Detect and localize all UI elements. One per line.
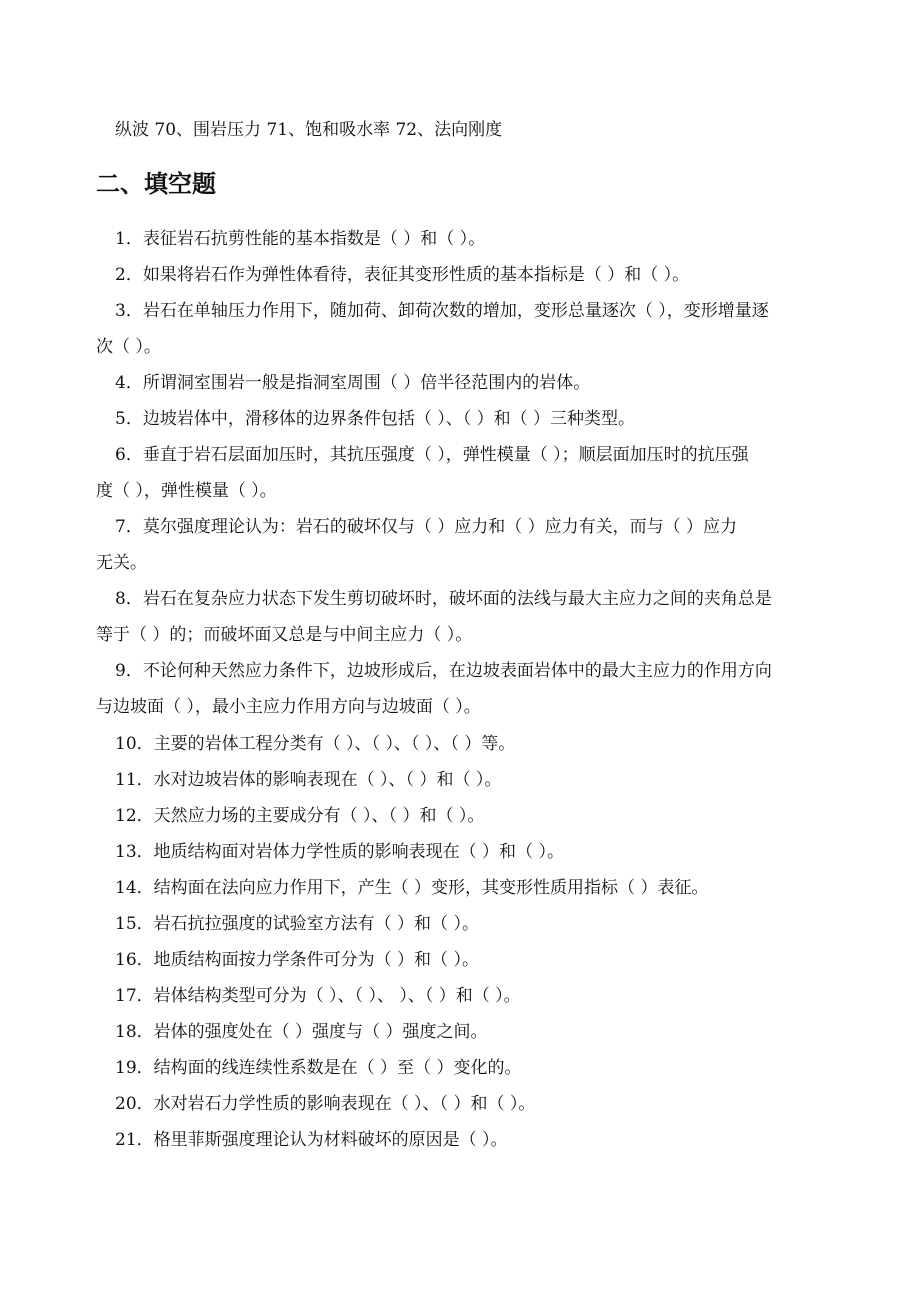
question-4 xyxy=(115,372,855,394)
question-text: 莫尔强度理论认为：岩石的破坏仅与（ ）应力和（ ）应力有关，而与（ ）应力 xyxy=(142,517,738,537)
question-text: 如果将岩石作为弹性体看待，表征其变形性质的基本指标是（ ）和（ ）。 xyxy=(142,265,690,285)
question-number: 5． xyxy=(115,409,143,429)
question-number: 17． xyxy=(115,986,154,1006)
question-15 xyxy=(115,913,855,935)
question-5 xyxy=(115,408,855,430)
question-number: 3． xyxy=(115,301,143,321)
question-number: 12． xyxy=(115,806,154,826)
question-1 xyxy=(115,228,855,250)
question-8-continuation: 等于（ ）的；而破坏面又总是与中间主应力（ ）。 xyxy=(96,625,473,645)
question-text: 岩石在复杂应力状态下发生剪切破坏时，破坏面的法线与最大主应力之间的夹角总是 xyxy=(142,589,772,609)
question-number: 14． xyxy=(115,878,154,898)
question-3 xyxy=(115,300,855,322)
question-text: 水对边坡岩体的影响表现在（ ）、（ ）和（ ）。 xyxy=(153,770,502,790)
question-number: 19． xyxy=(115,1058,154,1078)
question-number: 2． xyxy=(115,265,143,285)
question-20 xyxy=(115,1093,855,1115)
top-line: 纵波 70、围岩压力 71、饱和吸水率 72、法向刚度 xyxy=(115,120,503,140)
question-number: 6． xyxy=(115,445,143,465)
question-text: 结构面在法向应力作用下，产生（ ）变形，其变形性质用指标（ ）表征。 xyxy=(153,878,709,898)
question-18 xyxy=(115,1021,855,1043)
question-text: 边坡岩体中，滑移体的边界条件包括（ ）、（ ）和（ ）三种类型。 xyxy=(142,409,636,429)
question-text: 不论何种天然应力条件下，边坡形成后，在边坡表面岩体中的最大主应力的作用方向 xyxy=(142,661,772,681)
question-text: 天然应力场的主要成分有（ ）、（ ）和（ ）。 xyxy=(153,806,485,826)
question-9-continuation: 与边坡面（ ），最小主应力作用方向与边坡面（ ）。 xyxy=(96,697,481,717)
question-text: 岩石在单轴压力作用下，随加荷、卸荷次数的增加，变形总量逐次（ ），变形增量逐 xyxy=(142,301,769,321)
question-number: 18． xyxy=(115,1022,154,1042)
question-7-continuation: 无关。 xyxy=(96,553,147,573)
question-number: 15． xyxy=(115,914,154,934)
question-number: 7． xyxy=(115,517,143,537)
question-9 xyxy=(115,660,855,682)
question-number: 20． xyxy=(115,1094,154,1114)
question-16 xyxy=(115,949,855,971)
question-21 xyxy=(115,1129,855,1151)
question-text: 水对岩石力学性质的影响表现在（ ）、（ ）和（ ）。 xyxy=(153,1094,536,1114)
question-number: 9． xyxy=(115,661,143,681)
question-text: 表征岩石抗剪性能的基本指数是（ ）和（ ）。 xyxy=(142,229,486,249)
question-number: 4． xyxy=(115,373,143,393)
question-number: 8． xyxy=(115,589,143,609)
question-number: 13． xyxy=(115,842,154,862)
question-text: 岩体的强度处在（ ）强度与（ ）强度之间。 xyxy=(153,1022,488,1042)
question-text: 所谓洞室围岩一般是指洞室周围（ ）倍半径范围内的岩体。 xyxy=(142,373,591,393)
question-text: 岩体结构类型可分为（ ）、（ ）、 ）、（ ）和（ ）。 xyxy=(153,986,521,1006)
question-14 xyxy=(115,877,855,899)
section-title: 二、填空题 xyxy=(96,170,216,198)
question-8 xyxy=(115,588,855,610)
question-12 xyxy=(115,805,855,827)
question-text: 结构面的线连续性系数是在（ ）至（ ）变化的。 xyxy=(153,1058,522,1078)
question-number: 10． xyxy=(115,734,154,754)
question-3-continuation: 次（ ）。 xyxy=(96,337,161,357)
question-7 xyxy=(115,516,855,538)
question-number: 1． xyxy=(115,229,143,249)
question-text: 地质结构面对岩体力学性质的影响表现在（ ）和（ ）。 xyxy=(153,842,564,862)
question-text: 地质结构面按力学条件可分为（ ）和（ ）。 xyxy=(153,950,479,970)
question-number: 21． xyxy=(115,1130,154,1150)
question-6 xyxy=(115,444,855,466)
question-text: 主要的岩体工程分类有（ ）、（ ）、（ ）、（ ）等。 xyxy=(153,734,516,754)
question-number: 11． xyxy=(115,770,154,790)
question-10 xyxy=(115,733,855,755)
question-number: 16． xyxy=(115,950,154,970)
question-text: 垂直于岩石层面加压时，其抗压强度（ ），弹性模量（ ）；顺层面加压时的抗压强 xyxy=(142,445,749,465)
question-17 xyxy=(115,985,855,1007)
question-text: 格里菲斯强度理论认为材料破坏的原因是（ ）。 xyxy=(153,1130,508,1150)
question-text: 岩石抗拉强度的试验室方法有（ ）和（ ）。 xyxy=(153,914,479,934)
question-19 xyxy=(115,1057,855,1079)
question-6-continuation: 度（ ），弹性模量（ ）。 xyxy=(96,481,277,501)
question-11 xyxy=(115,769,855,791)
question-13 xyxy=(115,841,855,863)
question-2 xyxy=(115,264,855,286)
